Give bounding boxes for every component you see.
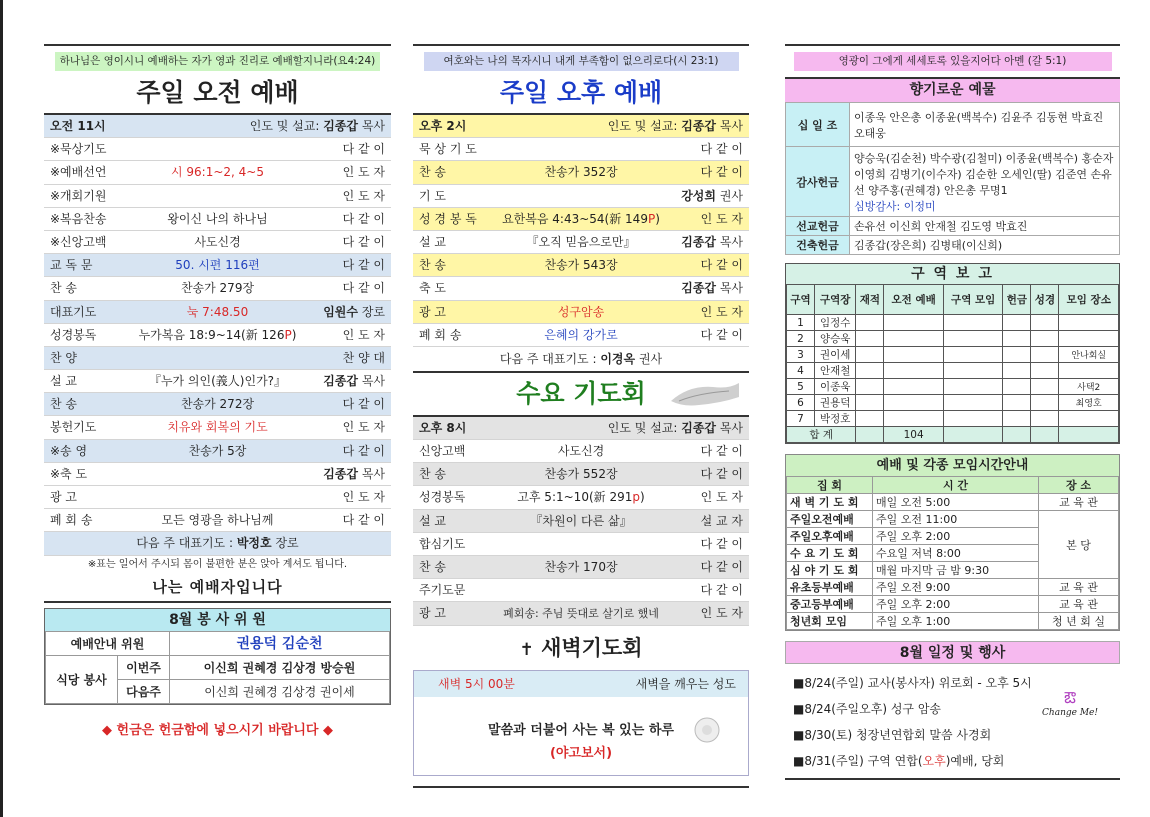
dawn-box <box>413 670 749 776</box>
table-row: 수 요 기 도 회 수요일 저녁 8:00 <box>787 545 1119 562</box>
order-row: 폐 회 송 모든 영광을 하나님께 다 같 이 <box>44 509 391 532</box>
table-row: 청년회 모임 주일 오후 1:00 청 년 회 실 <box>787 613 1119 630</box>
order-row: 광 고 인 도 자 <box>44 486 391 509</box>
afternoon-service-column <box>413 44 749 788</box>
order-row: ※축 도 김종갑 목사 <box>44 463 391 486</box>
morning-service-column <box>44 44 391 738</box>
schedule-table: 집 회 시 간 장 소 새 벽 기 도 회 매일 오전 5:00 교 육 관 주일오전예배 주일 오전 11:00 본 당 주일오후예배 주일 오후 2:00 수 요 기 도 회 수요일 저녁 8:00 심 야 기 도 회 매월 마지막 금 밤 9:30 유초등부예배 주일 오전 9:00 교 육 관 중고등부예배 주일 오후 2:00 교 육 관 청년회 모임 주일 오후 1:00 청 년 회 실 <box>786 476 1119 630</box>
district-col-header: 모임 장소 <box>1059 285 1119 315</box>
table-row: 5 이종욱 사택2 <box>787 379 1119 395</box>
order-row: ※송 영 찬송가 5장 다 같 이 <box>44 440 391 463</box>
order-row: 합심기도 다 같 이 <box>413 533 749 556</box>
table-row: 새 벽 기 도 회 매일 오전 5:00 교 육 관 <box>787 494 1119 511</box>
verse-banner: 영광이 그에게 세세토록 있을지어다 아멘 (갈 5:1) <box>794 52 1112 71</box>
table-row: 7 박정호 <box>787 411 1119 427</box>
offerings-table: 십 일 조 이종욱 안은총 이종윤(백복수) 김윤주 김동현 박효진 오태웅 감사헌금 양승욱(김순천) 박수광(김철미) 이종윤(백복수) 홍순자 이영희 김병기(이수자) 김순한 오세인(딸) 김준연 손유선 양주홍(권혜경) 안은총 무명1 심방감사: 이정미 선교헌금 손유선 이신희 안재철 김도영 박효진 건축헌금 김종갑(장은희) 김병태(이신희) <box>785 102 1120 255</box>
order-row: 기 도 강성희 권사 <box>413 185 749 208</box>
morning-header-row: 오전 11시 인도 및 설교: 김종갑 목사 <box>44 115 391 138</box>
order-row: 찬 송 찬송가 552장 다 같 이 <box>413 463 749 486</box>
order-row: 설 교 『누가 의인(義人)인가?』 김종갑 목사 <box>44 370 391 393</box>
order-row: 설 교 『오직 믿음으로만』 김종갑 목사 <box>413 231 749 254</box>
order-row: 성 경 봉 독 요한복음 4:43~54(新 149P) 인 도 자 <box>413 208 749 231</box>
schedule-box <box>785 454 1120 631</box>
event-item: ■8/24(주일오후) 성구 암송 <box>793 702 942 716</box>
order-row: 성경봉독 고후 5:1~10(新 291p) 인 도 자 <box>413 486 749 509</box>
table-row: 4 안재철 <box>787 363 1119 379</box>
wednesday-header-row: 오후 8시 인도 및 설교: 김종갑 목사 <box>413 417 749 440</box>
order-row: 찬 송 찬송가 170장 다 같 이 <box>413 556 749 579</box>
dawn-title: 새벽기도회 <box>541 635 643 660</box>
butterfly-icon: ఔ <box>1064 688 1076 707</box>
table-row: 중고등부예배 주일 오후 2:00 교 육 관 <box>787 596 1119 613</box>
dawn-row: 새벽 5시 00분 새벽을 깨우는 성도 <box>414 671 748 697</box>
table-row: 심 야 기 도 회 매월 마지막 금 밤 9:30 <box>787 562 1119 579</box>
order-row: 찬 송 찬송가 352장 다 같 이 <box>413 161 749 184</box>
order-row: ※복음찬송 왕이신 나의 하나님 다 같 이 <box>44 208 391 231</box>
order-row: ※개회기원 인 도 자 <box>44 185 391 208</box>
wednesday-order-list <box>413 417 749 626</box>
morning-service-title: 주일 오전 예배 <box>136 78 299 107</box>
servers-box <box>44 608 391 705</box>
district-col-header: 헌금 <box>1003 285 1031 315</box>
wednesday-title: 수요 기도회 <box>516 378 646 408</box>
district-col-header: 구역장 <box>815 285 856 315</box>
afternoon-header-row: 오후 2시 인도 및 설교: 김종갑 목사 <box>413 115 749 138</box>
district-report-box <box>785 263 1120 444</box>
table-row: 1 임정수 <box>787 315 1119 331</box>
event-item: ■8/31(주일) 구역 연합(오후)예배, 당회 <box>793 754 1005 768</box>
morning-order-list <box>44 115 391 556</box>
order-row: 교 독 문 50. 시편 116편 다 같 이 <box>44 254 391 277</box>
order-row: 찬 송 찬송가 543장 다 같 이 <box>413 254 749 277</box>
order-row: 대표기도 눅 7:48.50 임원수 장로 <box>44 301 391 324</box>
order-row: 주기도문 다 같 이 <box>413 579 749 602</box>
table-row: 6 권용덕 최영호 <box>787 395 1119 411</box>
table-row: 주일오전예배 주일 오전 11:00 본 당 <box>787 511 1119 528</box>
order-row: 성경봉독 누가복음 18:9~14(新 126P) 인 도 자 <box>44 324 391 347</box>
cross-icon: ✝ <box>519 639 534 660</box>
info-column <box>785 44 1120 780</box>
district-col-header: 구역 <box>787 285 815 315</box>
flower-decoration-icon <box>684 713 730 747</box>
motto-ref: (야고보서) <box>549 745 613 761</box>
events-title: 8월 일정 및 행사 <box>785 641 1120 664</box>
event-item: ■8/24(주일) 교사(봉사자) 위로회 - 오후 5시 <box>793 676 1032 690</box>
afternoon-service-title: 주일 오후 예배 <box>499 78 663 107</box>
district-col-header: 구역 모임 <box>943 285 1003 315</box>
table-row: 유초등부예배 주일 오전 9:00 교 육 관 <box>787 579 1119 596</box>
order-row: 폐 회 송 은혜의 강가로 다 같 이 <box>413 324 749 347</box>
left-border <box>0 0 3 817</box>
offerings-title: 향기로운 예물 <box>785 79 1120 102</box>
standing-note: ※표는 일어서 주시되 몸이 불편한 분은 앉아 계셔도 됩니다. <box>87 558 348 570</box>
order-row: 봉헌기도 치유와 회복의 기도 인 도 자 <box>44 416 391 439</box>
order-row: 신앙고백 사도신경 다 같 이 <box>413 440 749 463</box>
district-table: 구역 구역장 재적 오전 예배 구역 모임 헌금 성경 모임 장소 1 임정수 2 양승욱 3 권이세 안나회실 4 안재철 5 이종욱 사택2 6 권용덕 최영호 7 박정호 합 계 104 <box>786 284 1119 443</box>
schedule-title: 예배 및 각종 모임시간안내 <box>786 455 1119 476</box>
worshipper-slogan: 나는 예배자입니다 <box>152 577 283 596</box>
afternoon-order-list <box>413 115 749 347</box>
order-row: ※묵상기도 다 같 이 <box>44 138 391 161</box>
offering-notice: ◆ 헌금은 헌금함에 넣으시기 바랍니다 ◆ <box>102 722 333 738</box>
servers-title: 8월 봉 사 위 원 <box>45 609 390 631</box>
district-report-title: 구 역 보 고 <box>911 266 994 282</box>
order-row: ※신앙고백 사도신경 다 같 이 <box>44 231 391 254</box>
district-col-header: 성경 <box>1031 285 1059 315</box>
afternoon-next-prayer: 다음 주 대표기도 : 이경옥 권사 <box>499 351 663 366</box>
motto-area <box>414 697 748 775</box>
verse-banner: 하나님은 영이시니 예배하는 자가 영과 진리로 예배할지니라(요4:24) <box>55 52 380 71</box>
order-row: 찬 송 찬송가 279장 다 같 이 <box>44 277 391 300</box>
motto-text: 말씀과 더불어 사는 복 있는 하루 <box>488 722 674 738</box>
table-row: 주일오후예배 주일 오후 2:00 <box>787 528 1119 545</box>
district-col-header: 오전 예배 <box>884 285 944 315</box>
servers-table: 예배안내 위원 권용덕 김순천 식당 봉사 이번주 이신희 권혜경 김상경 방승원 다음주 이신희 권혜경 김상경 권이세 <box>45 631 390 704</box>
praying-hands-icon <box>669 381 741 409</box>
table-row: 2 양승욱 <box>787 331 1119 347</box>
events-list <box>785 670 1120 774</box>
event-item: ■8/30(토) 청장년연합회 말씀 사경회 <box>793 728 992 742</box>
order-row: 설 교 『차원이 다른 삶』 설 교 자 <box>413 510 749 533</box>
order-row: 찬 양 찬 양 대 <box>44 347 391 370</box>
order-row: 광 고 폐회송: 주님 뜻대로 살기로 했네 인 도 자 <box>413 602 749 625</box>
wednesday-title-area <box>413 373 749 415</box>
order-row: ※예배선언 시 96:1~2, 4~5 인 도 자 <box>44 161 391 184</box>
order-row: 찬 송 찬송가 272장 다 같 이 <box>44 393 391 416</box>
verse-banner: 여호와는 나의 목자시니 내게 부족함이 없으리로다(시 23:1) <box>424 52 739 71</box>
district-col-header: 재적 <box>856 285 884 315</box>
next-prayer-row: 다음 주 대표기도 : 박정호 장로 <box>44 532 391 555</box>
table-row: 3 권이세 안나회실 <box>787 347 1119 363</box>
order-row: 묵 상 기 도 다 같 이 <box>413 138 749 161</box>
dawn-title-area <box>413 626 749 670</box>
change-me-decoration: ఔ Change Me! <box>1042 688 1098 718</box>
order-row: 광 고 성구암송 인 도 자 <box>413 301 749 324</box>
order-row: 축 도 김종갑 목사 <box>413 277 749 300</box>
